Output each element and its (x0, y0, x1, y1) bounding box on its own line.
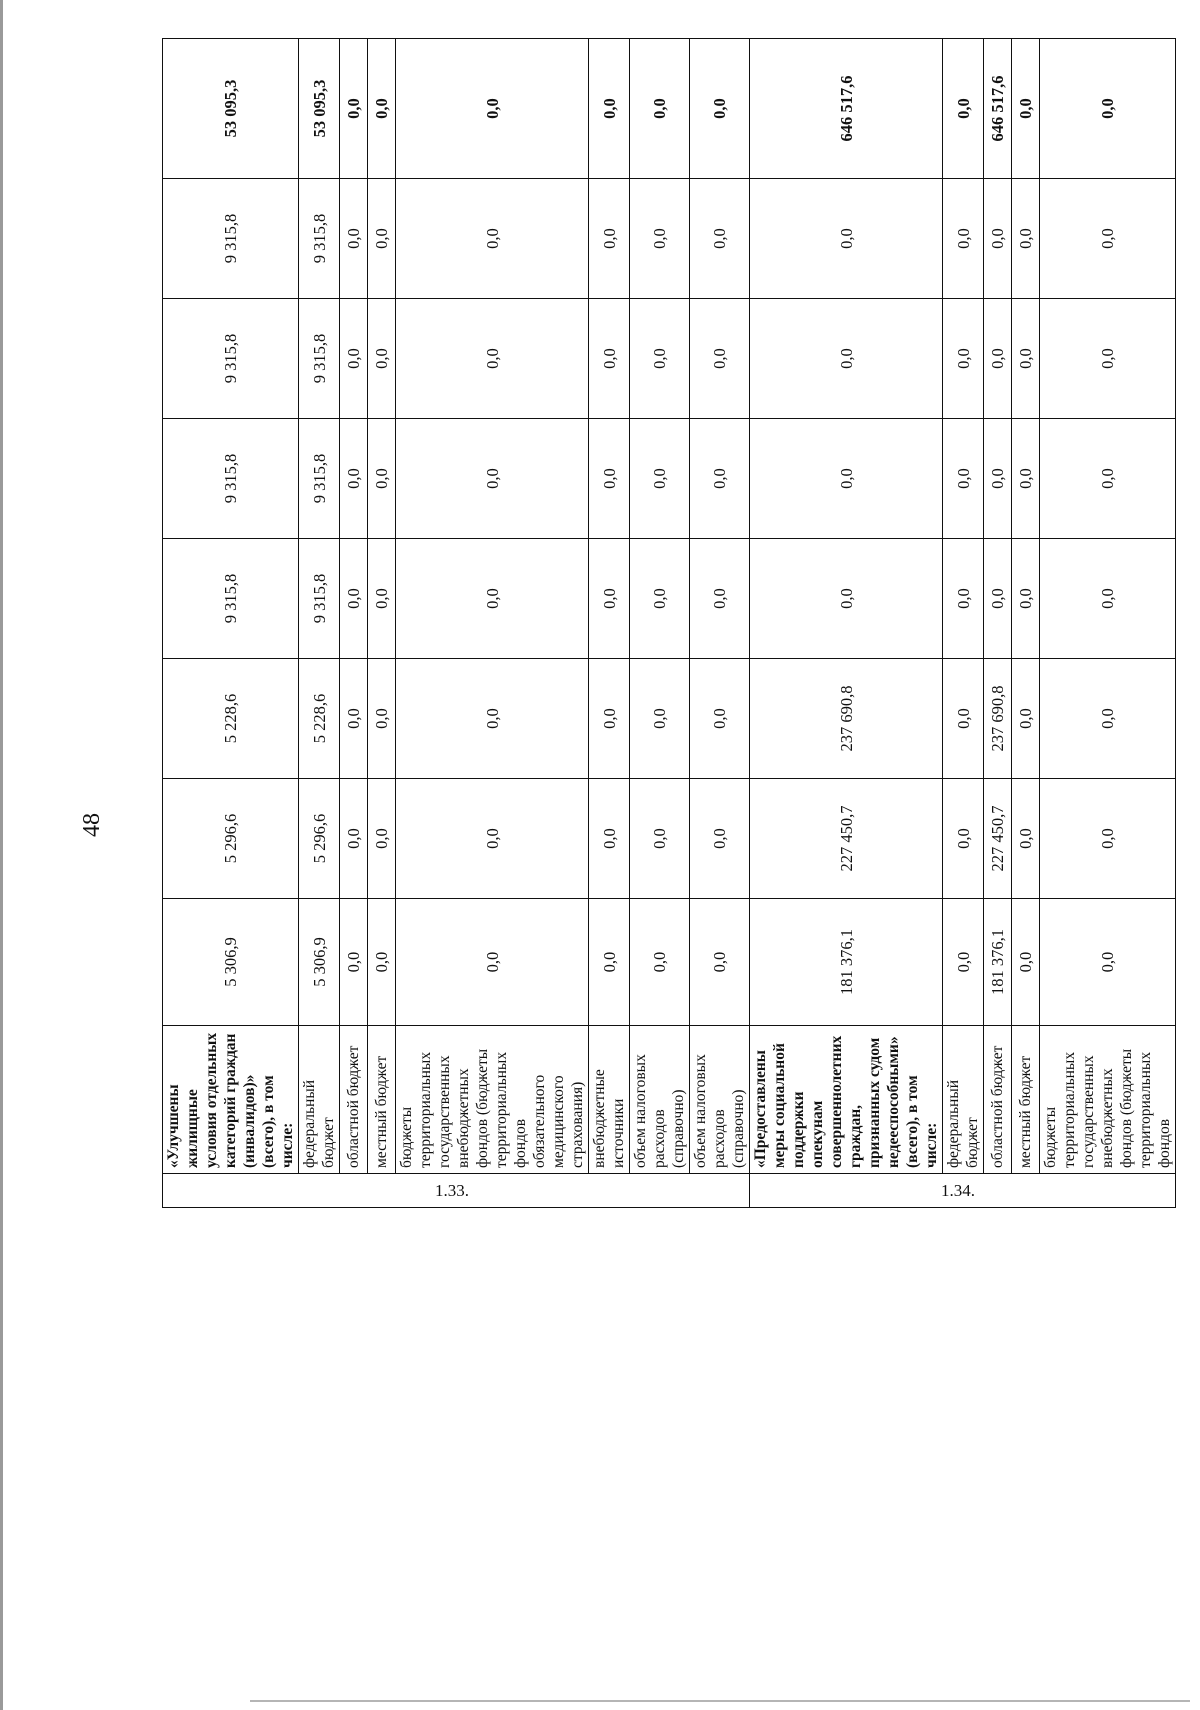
value-cell-total: 646 517,6 (750, 39, 943, 179)
value-cell: 0,0 (396, 539, 589, 659)
value-cell: 9 315,8 (163, 179, 299, 299)
value-cell: 9 315,8 (299, 539, 340, 659)
value-cell: 0,0 (368, 299, 396, 419)
table-body (163, 39, 1176, 1208)
value-cell: 0,0 (340, 659, 368, 779)
value-cell-total: 0,0 (1040, 39, 1176, 179)
value-cell: 0,0 (396, 419, 589, 539)
value-cell-total: 0,0 (396, 39, 589, 179)
table-row (690, 39, 750, 1208)
table-row (299, 39, 340, 1208)
value-cell: 0,0 (589, 179, 630, 299)
row-label: федеральный бюджет (299, 1026, 340, 1174)
table-row (163, 39, 299, 1208)
value-cell: 0,0 (1012, 659, 1040, 779)
value-cell: 0,0 (690, 179, 750, 299)
value-cell: 0,0 (750, 179, 943, 299)
value-cell-total: 0,0 (589, 39, 630, 179)
value-cell: 0,0 (396, 659, 589, 779)
row-label: «Улучшены жилищные условия отдельных категорий граждан (инвалидов)» (всего), в том числе: (163, 1026, 299, 1174)
value-cell: 0,0 (396, 299, 589, 419)
value-cell: 0,0 (1040, 899, 1176, 1026)
value-cell: 237 690,8 (750, 659, 943, 779)
value-cell: 0,0 (340, 539, 368, 659)
value-cell: 0,0 (1040, 659, 1176, 779)
row-label: областной бюджет (340, 1026, 368, 1174)
value-cell: 0,0 (750, 299, 943, 419)
table-row (943, 39, 984, 1208)
value-cell: 0,0 (589, 419, 630, 539)
value-cell: 0,0 (630, 659, 690, 779)
value-cell: 0,0 (984, 539, 1012, 659)
value-cell: 0,0 (340, 419, 368, 539)
value-cell: 9 315,8 (299, 299, 340, 419)
value-cell: 0,0 (943, 659, 984, 779)
value-cell: 0,0 (630, 299, 690, 419)
value-cell-total: 53 095,3 (299, 39, 340, 179)
value-cell: 0,0 (750, 419, 943, 539)
row-label: «Предоставлены меры социальной поддержки опекунам совершеннолетних граждан, признанных судом недееспособными» (всего), в том числе: (750, 1026, 943, 1174)
item-number-cell (163, 1174, 750, 1208)
value-cell: 0,0 (1012, 419, 1040, 539)
value-cell: 0,0 (589, 659, 630, 779)
value-cell: 0,0 (690, 779, 750, 899)
value-cell-total: 0,0 (690, 39, 750, 179)
value-cell-total: 0,0 (630, 39, 690, 179)
item-number-cell (750, 1174, 1176, 1208)
table-row (630, 39, 690, 1208)
value-cell: 0,0 (368, 179, 396, 299)
value-cell: 5 296,6 (299, 779, 340, 899)
value-cell: 0,0 (690, 899, 750, 1026)
value-cell: 0,0 (396, 899, 589, 1026)
value-cell: 0,0 (1012, 539, 1040, 659)
row-label: внебюджетные источники (589, 1026, 630, 1174)
value-cell: 0,0 (1040, 419, 1176, 539)
value-cell: 0,0 (340, 179, 368, 299)
row-label: бюджеты территориальных государственных внебюджетных фондов (бюджеты территориальных фондов (1040, 1026, 1176, 1174)
value-cell-total: 53 095,3 (163, 39, 299, 179)
value-cell: 5 296,6 (163, 779, 299, 899)
item-number: 1.33. (434, 1181, 469, 1200)
value-cell: 9 315,8 (163, 419, 299, 539)
value-cell: 5 228,6 (163, 659, 299, 779)
table-row (396, 39, 589, 1208)
value-cell: 0,0 (589, 539, 630, 659)
value-cell: 0,0 (630, 539, 690, 659)
value-cell: 0,0 (589, 899, 630, 1026)
value-cell: 9 315,8 (299, 179, 340, 299)
value-cell: 0,0 (1012, 179, 1040, 299)
table-row (984, 39, 1012, 1208)
value-cell: 0,0 (1040, 179, 1176, 299)
value-cell: 0,0 (630, 419, 690, 539)
table-row (340, 39, 368, 1208)
value-cell: 5 306,9 (299, 899, 340, 1026)
value-cell: 0,0 (1040, 299, 1176, 419)
value-cell: 0,0 (690, 419, 750, 539)
value-cell: 0,0 (690, 299, 750, 419)
page-number: 48 (79, 813, 105, 837)
value-cell: 0,0 (1012, 779, 1040, 899)
budget-table (162, 38, 1176, 1208)
scan-edge-bottom (250, 1700, 1190, 1702)
row-label: местный бюджет (368, 1026, 396, 1174)
value-cell-total: 646 517,6 (984, 39, 1012, 179)
value-cell: 0,0 (943, 419, 984, 539)
value-cell: 0,0 (690, 659, 750, 779)
value-cell: 237 690,8 (984, 659, 1012, 779)
row-label: федеральный бюджет (943, 1026, 984, 1174)
value-cell: 0,0 (630, 779, 690, 899)
table-row (750, 39, 943, 1208)
value-cell: 0,0 (943, 539, 984, 659)
row-label: объем налоговых расходов (справочно) (630, 1026, 690, 1174)
value-cell-total: 0,0 (340, 39, 368, 179)
scan-edge-left (0, 0, 3, 1710)
value-cell: 0,0 (396, 779, 589, 899)
value-cell: 0,0 (943, 299, 984, 419)
value-cell: 0,0 (396, 179, 589, 299)
row-label: объем налоговых расходов (справочно) (690, 1026, 750, 1174)
value-cell: 0,0 (340, 779, 368, 899)
value-cell: 0,0 (1040, 539, 1176, 659)
item-number: 1.34. (941, 1181, 975, 1200)
value-cell: 9 315,8 (163, 299, 299, 419)
value-cell: 0,0 (984, 419, 1012, 539)
table-row (589, 39, 630, 1208)
row-label: местный бюджет (1012, 1026, 1040, 1174)
value-cell: 9 315,8 (163, 539, 299, 659)
value-cell: 0,0 (984, 299, 1012, 419)
row-label: областной бюджет (984, 1026, 1012, 1174)
value-cell: 0,0 (368, 899, 396, 1026)
value-cell: 181 376,1 (984, 899, 1012, 1026)
value-cell: 0,0 (943, 779, 984, 899)
value-cell: 0,0 (368, 419, 396, 539)
value-cell: 181 376,1 (750, 899, 943, 1026)
value-cell: 5 306,9 (163, 899, 299, 1026)
value-cell: 0,0 (368, 779, 396, 899)
value-cell: 0,0 (589, 779, 630, 899)
value-cell: 0,0 (943, 179, 984, 299)
value-cell: 0,0 (690, 539, 750, 659)
value-cell-total: 0,0 (943, 39, 984, 179)
value-cell: 0,0 (368, 659, 396, 779)
value-cell: 0,0 (1012, 299, 1040, 419)
value-cell: 0,0 (943, 899, 984, 1026)
value-cell: 0,0 (1040, 779, 1176, 899)
value-cell: 5 228,6 (299, 659, 340, 779)
row-label: бюджеты территориальных государственных внебюджетных фондов (бюджеты территориальных фондов обязательного медицинского страхования) (396, 1026, 589, 1174)
value-cell: 227 450,7 (750, 779, 943, 899)
value-cell: 0,0 (340, 299, 368, 419)
value-cell: 0,0 (750, 539, 943, 659)
value-cell: 0,0 (368, 539, 396, 659)
value-cell-total: 0,0 (1012, 39, 1040, 179)
value-cell: 9 315,8 (299, 419, 340, 539)
value-cell: 0,0 (589, 299, 630, 419)
table-row (1040, 39, 1176, 1208)
value-cell: 0,0 (984, 179, 1012, 299)
value-cell: 0,0 (630, 179, 690, 299)
value-cell: 0,0 (630, 899, 690, 1026)
value-cell: 227 450,7 (984, 779, 1012, 899)
value-cell: 0,0 (1012, 899, 1040, 1026)
table-row (368, 39, 396, 1208)
value-cell: 0,0 (340, 899, 368, 1026)
value-cell-total: 0,0 (368, 39, 396, 179)
table-row (1012, 39, 1040, 1208)
budget-table-container (162, 60, 1173, 1208)
